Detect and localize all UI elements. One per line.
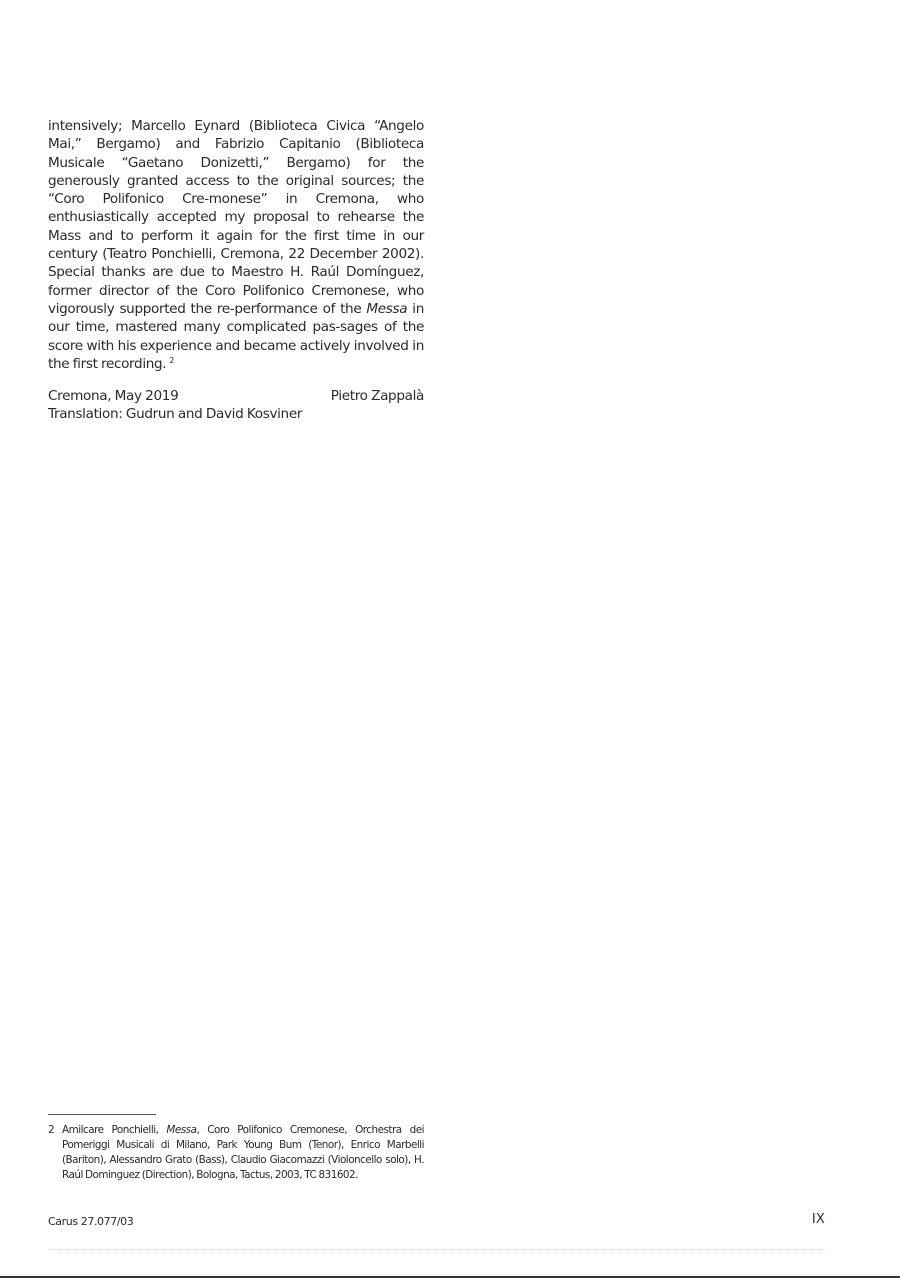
- text-line: monese” in Cremona, who enthusiastically accepted my: [48, 191, 425, 226]
- text-line: Cremonese, who vigorously supported the re-performance: [48, 282, 424, 317]
- text-line: intensively; Marcello Eynard (Biblioteca Civica “Angelo: [48, 118, 424, 134]
- footnote-author: Amilcare Ponchielli,: [62, 1124, 167, 1136]
- text-line: 22 December 2002). Special thanks are due to Maestro: [48, 246, 424, 281]
- footnote-reference[interactable]: 2: [169, 355, 175, 365]
- footnote-text: [62, 1123, 424, 1183]
- text-line: “Gaetano Donizetti,” Bergamo) for the generously granted: [48, 154, 424, 189]
- text-line: involved in the first recording.: [48, 337, 424, 372]
- footnote-title: Messa: [166, 1124, 197, 1136]
- text-line: in our time, mastered many complicated pas-: [48, 300, 424, 336]
- text-line: access to the original sources; the “Coro Polifonico Cre-: [48, 172, 424, 208]
- text-line: sages of the score with his experience and became actively: [48, 319, 424, 354]
- footer-divider: [48, 1249, 826, 1250]
- footnote-divider: [48, 1114, 156, 1115]
- text-line: of the: [322, 300, 367, 317]
- text-line: Mai,” Bergamo) and Fabrizio Capitanio (Biblioteca Musicale: [48, 136, 424, 171]
- acknowledgements-paragraph: [48, 117, 424, 373]
- translation-credit: Translation: Gudrun and David Kosviner: [48, 406, 303, 423]
- messa-title: Messa: [366, 300, 408, 317]
- page-number: IX: [811, 1212, 825, 1227]
- main-text-column: [48, 117, 424, 424]
- signature-row: [48, 387, 424, 405]
- footnote-details: , Coro Polifonico Cremonese, Orchestra dei Pomeriggi Musicali di Milano, Park Young Bum (Tenor), Enrico Marbelli (Bariton), Alessandro Grato (Bass), Claudio Giacomazzi (Violoncello solo), H. Raúl Dominguez (Direction), Bologna, Tactus, 2003, TC 831602.: [62, 1124, 424, 1181]
- text-line: proposal to rehearse the Mass and to perform it again for: [48, 209, 424, 244]
- footnote-number: 2: [48, 1124, 55, 1136]
- text-line: the first time in our century (Teatro Ponchielli, Cremona,: [48, 227, 424, 263]
- footnote: [48, 1123, 424, 1183]
- text-line: H. Raúl Domínguez, former director of the Coro Polifonico: [48, 264, 424, 299]
- catalog-number: Carus 27.077/03: [48, 1215, 134, 1228]
- author-name: Pietro Zappalà: [330, 388, 424, 405]
- place-date: Cremona, May 2019: [48, 388, 179, 405]
